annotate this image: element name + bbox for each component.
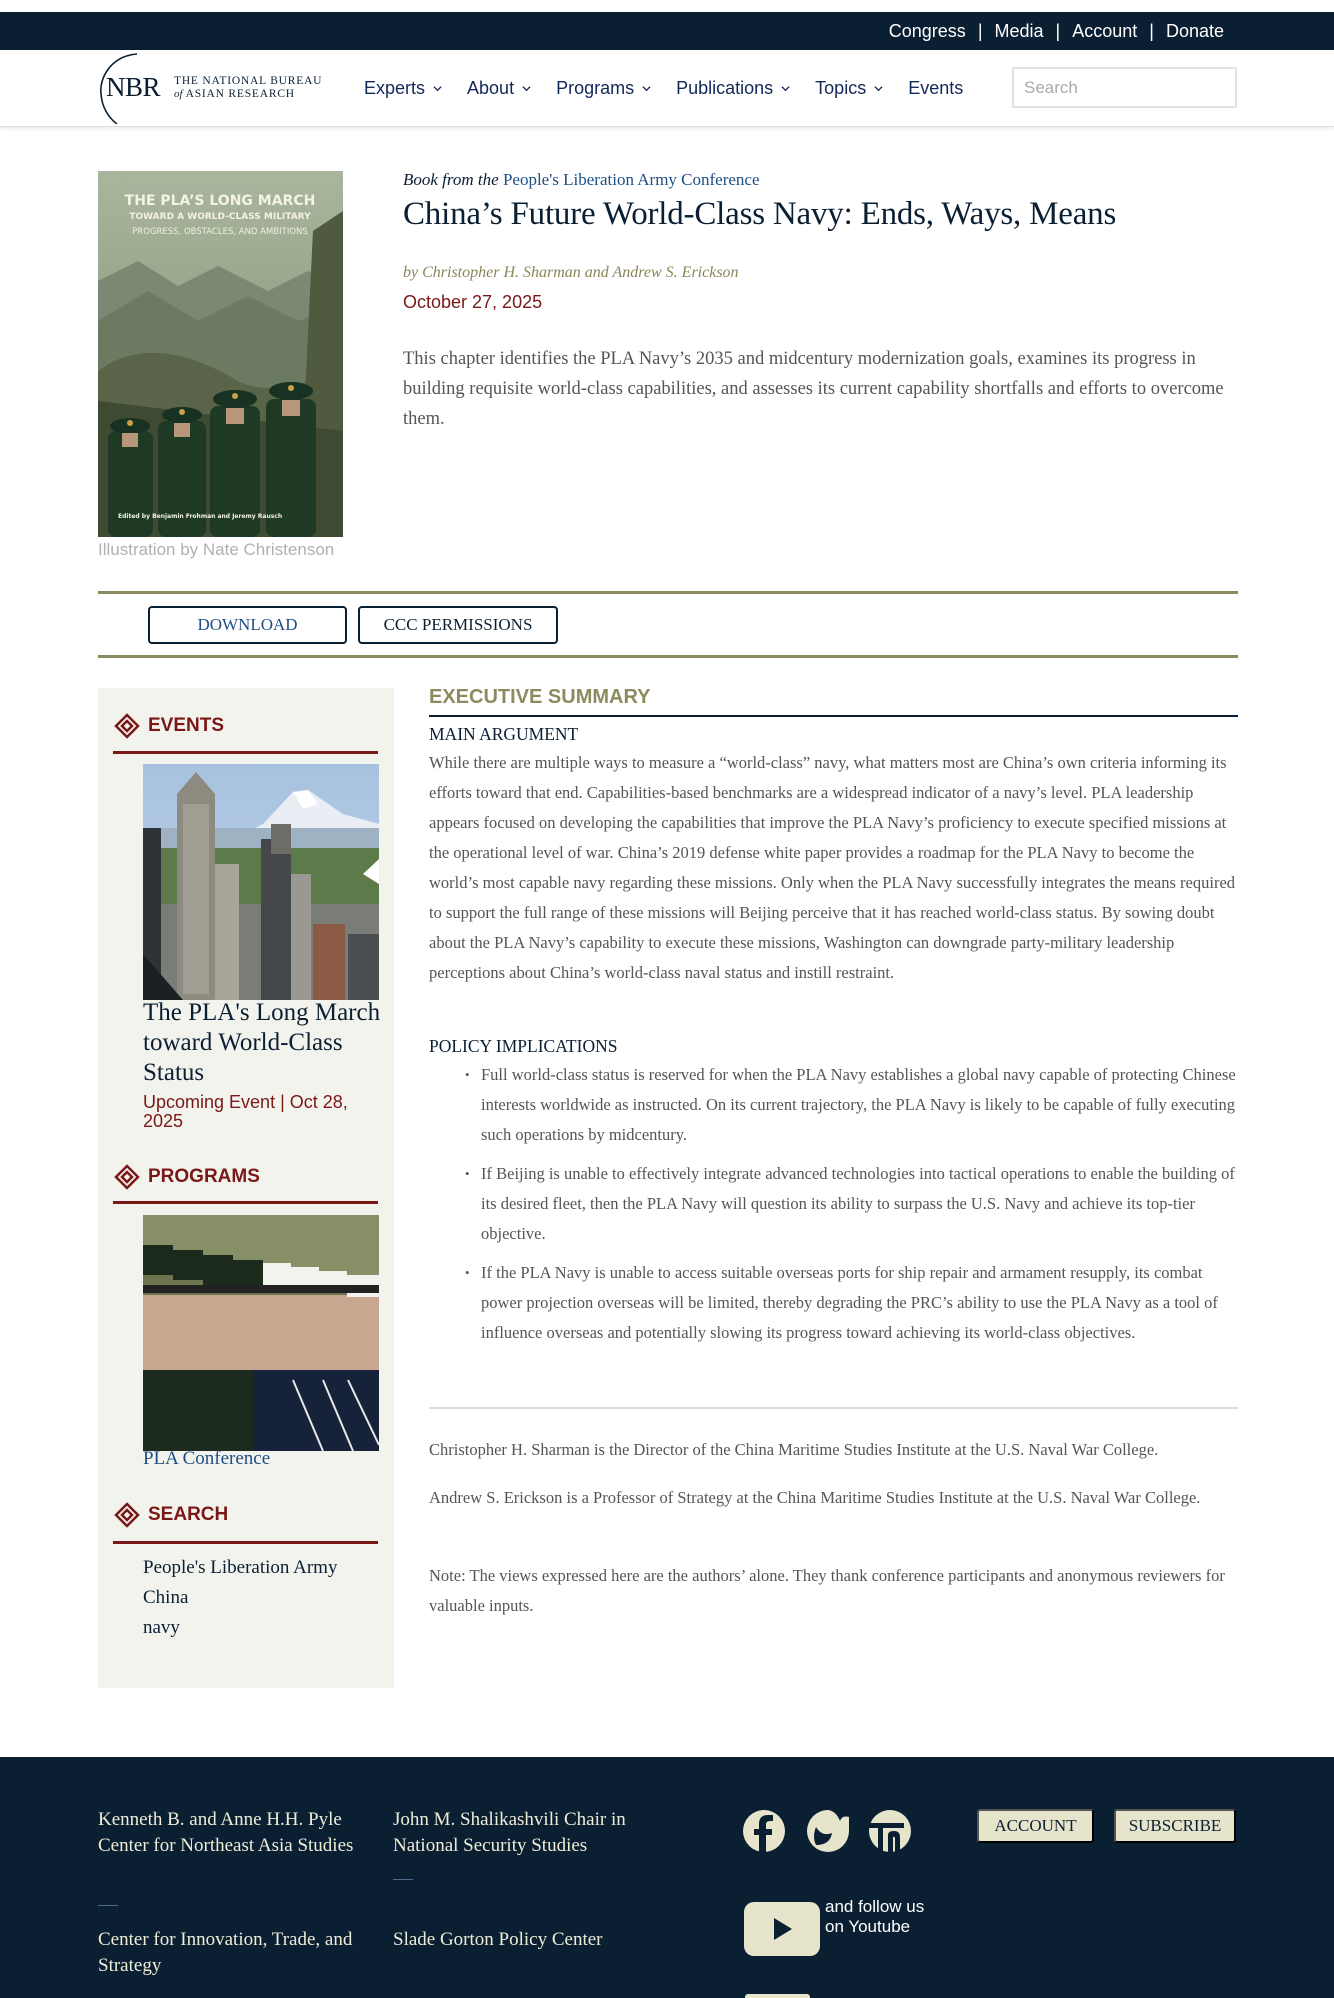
nav-label: Programs [556,78,635,98]
executive-summary-heading: EXECUTIVE SUMMARY [429,686,651,708]
ccc-permissions-button[interactable]: CCC PERMISSIONS [358,606,558,644]
cover-subtitle: PROGRESS, OBSTACLES, AND AMBITIONS [132,227,308,237]
nav-about[interactable] [467,78,531,99]
utility-links [889,12,1224,50]
search-heading [114,1502,228,1528]
nav-label: Events [908,78,964,98]
footer-link-innovation-center[interactable]: Center for Innovation, Trade, and Strategy [98,1929,353,1976]
policy-implications-heading: POLICY IMPLICATIONS [429,1036,618,1056]
nav-events[interactable] [908,78,963,99]
book-source [403,170,760,190]
linkedin-icon[interactable] [868,1809,912,1853]
main-argument-text: While there are multiple ways to measure a “world-class” navy, what matters most are China’s own criteria informing its efforts toward that end. Capabilities-based benchmarks are a widespread indicator of a navy’s level. PLA leadership appears focused on developing the capabilities that improve the PLA Navy’s proficiency to execute specified missions at the operational level of war. China’s 2019 defense white paper provides a roadmap for the PLA Navy to become the world’s most capable navy regarding these missions. Only when the PLA Navy successfully integrates the means required to support the full range of these missions will Beijing perceive that it has reached world-class status. By sowing doubt about the PLA Navy’s capability to execute these missions, Washington can downgrade party-military leadership perceptions about China’s world-class naval status and instill restraint. [429,753,1236,982]
book-cover-image[interactable] [98,171,343,537]
logo-abbr: NBR [106,72,161,102]
list-item: • Full world-class status is reserved for when the PLA Navy establishes a global navy capable of protecting Chinese interests worldwide as instructed. On its current trajectory, the PLA Navy is likely to be capable of fully executing such operations by midcentury. [429,1060,1241,1150]
download-button[interactable]: DOWNLOAD [148,606,347,644]
nbr-logo[interactable] [97,52,347,124]
search-divider [113,1541,378,1544]
nav-label: Publications [676,78,774,98]
nav-label: Experts [364,78,426,98]
nav-experts[interactable] [364,78,442,99]
author-note: Christopher H. Sharman is the Director of the China Maritime Studies Institute at the U.S. Naval War College. [429,1440,1159,1459]
footer-subscribe-button[interactable]: SUBSCRIBE [1114,1809,1236,1843]
soldiers-illustration [143,1215,379,1451]
logo-wordmark [174,75,322,101]
youtube-icon[interactable] [744,1902,820,1956]
author-note: Andrew S. Erickson is a Professor of Strategy at the China Maritime Studies Institute at the U.S. Naval War College. [429,1488,1201,1507]
search-input[interactable] [1012,67,1237,108]
list-item: • If Beijing is unable to effectively integrate advanced technologies into tactical operations to enable the building of its desired fleet, then the PLA Navy will question its ability to surpass the U.S. Navy and achieve its top-tier objective. [429,1159,1241,1249]
nav-label: About [467,78,515,98]
footer-link-gorton-center[interactable]: Slade Gorton Policy Center [393,1929,603,1950]
publish-date: October 27, 2025 [403,292,543,312]
search-term-link[interactable]: China [143,1587,189,1608]
nav-label: Topics [815,78,867,98]
logo-line2 [174,88,322,101]
logo-line2-text: ASIAN RESEARCH [185,88,295,100]
separator: | [1055,20,1061,41]
divider [98,591,1238,594]
chevron-down-icon [522,84,531,93]
events-heading-label: EVENTS [148,715,225,736]
chevron-down-icon [781,84,790,93]
book-from-prefix: Book from the [403,170,499,189]
chevron-down-icon [433,84,442,93]
main-nav [364,50,988,127]
event-image[interactable] [143,764,379,1000]
event-meta: Upcoming Event | Oct 28, 2025 [143,1092,348,1131]
divider [429,1407,1238,1409]
page-title: China’s Future World-Class Navy: Ends, Ways, Means [403,196,1117,232]
utility-link-donate[interactable]: Donate [1165,20,1224,41]
events-heading [114,713,224,739]
footer-link-shalikashvili-chair[interactable]: John M. Shalikashvili Chair in National Security Studies [393,1809,626,1856]
utility-link-account[interactable]: Account [1072,20,1138,41]
twitter-icon[interactable] [806,1809,850,1853]
cover-title-line1: THE PLA’S LONG MARCH [124,193,316,209]
book-cover-illustration [98,171,343,537]
policy-implications-list [429,1060,1241,1357]
nav-publications[interactable] [676,78,790,99]
footer-divider [98,1905,118,1906]
city-skyline-illustration [143,764,379,1000]
nav-topics[interactable] [815,78,883,99]
cover-title-line2: TOWARD A WORLD-CLASS MILITARY [129,212,311,222]
search-heading-label: SEARCH [148,1504,229,1525]
search-term-link[interactable]: navy [143,1617,180,1638]
list-item: • If the PLA Navy is unable to access suitable overseas ports for ship repair and armament resupply, its combat power projection overseas will be limited, thereby degrading the PRC’s ability to use the PLA Navy as a tool of influence overseas and potentially slowing its progress toward achieving its world-class objectives. [429,1258,1241,1348]
footer-link-pyle-center[interactable]: Kenneth B. and Anne H.H. Pyle Center for Northeast Asia Studies [98,1809,354,1856]
diamond-icon [114,1164,140,1190]
site-footer [0,1757,1334,1998]
footer-divider [393,1879,413,1880]
cover-editors: Edited by Benjamin Frohman and Jeremy Rausch [118,513,283,520]
utility-bar [0,12,1334,50]
sidebar [98,688,394,1688]
footer-account-button[interactable]: ACCOUNT [977,1809,1094,1843]
pla-conference-link[interactable]: PLA Conference [143,1448,271,1469]
nav-programs[interactable] [556,78,651,99]
programs-heading-label: PROGRAMS [148,1166,260,1187]
youtube-follow-text[interactable]: and follow us on Youtube [825,1897,925,1936]
separator: | [1149,20,1154,41]
separator: | [977,20,983,41]
logo-of: of [174,88,183,100]
abstract: This chapter identifies the PLA Navy’s 2035 and midcentury modernization goals, examines its progress in building requisite world-class capabilities, and assesses its current capability shortfalls and efforts to overcome them. [403,349,1224,429]
search-terms-list [143,1553,337,1643]
utility-link-congress[interactable]: Congress [888,20,966,41]
programs-heading [114,1164,260,1190]
utility-link-media[interactable]: Media [994,20,1044,41]
chevron-down-icon [642,84,651,93]
logo-line1: THE NATIONAL BUREAU [174,75,323,87]
site-header [0,50,1334,127]
events-divider [113,751,378,754]
diamond-icon [114,713,140,739]
programs-divider [113,1201,378,1204]
facebook-icon[interactable] [742,1809,786,1853]
summary-divider [429,715,1238,717]
program-image[interactable] [143,1215,379,1451]
chevron-down-icon [874,84,883,93]
diamond-icon [114,1502,140,1528]
footer-tab [745,1994,810,1998]
main-argument-heading: MAIN ARGUMENT [429,724,579,744]
divider [98,655,1238,658]
disclaimer-note: Note: The views expressed here are the authors’ alone. They thank conference participants and anonymous reviewers for valuable inputs. [429,1566,1225,1615]
author-byline: by Christopher H. Sharman and Andrew S. Erickson [403,264,739,281]
conference-link[interactable]: People's Liberation Army Conference [502,170,760,189]
event-title-link[interactable]: The PLA's Long March toward World-Class Status [143,999,381,1086]
search-term-link[interactable]: People's Liberation Army [143,1557,338,1578]
cover-caption: Illustration by Nate Christenson [98,540,335,559]
